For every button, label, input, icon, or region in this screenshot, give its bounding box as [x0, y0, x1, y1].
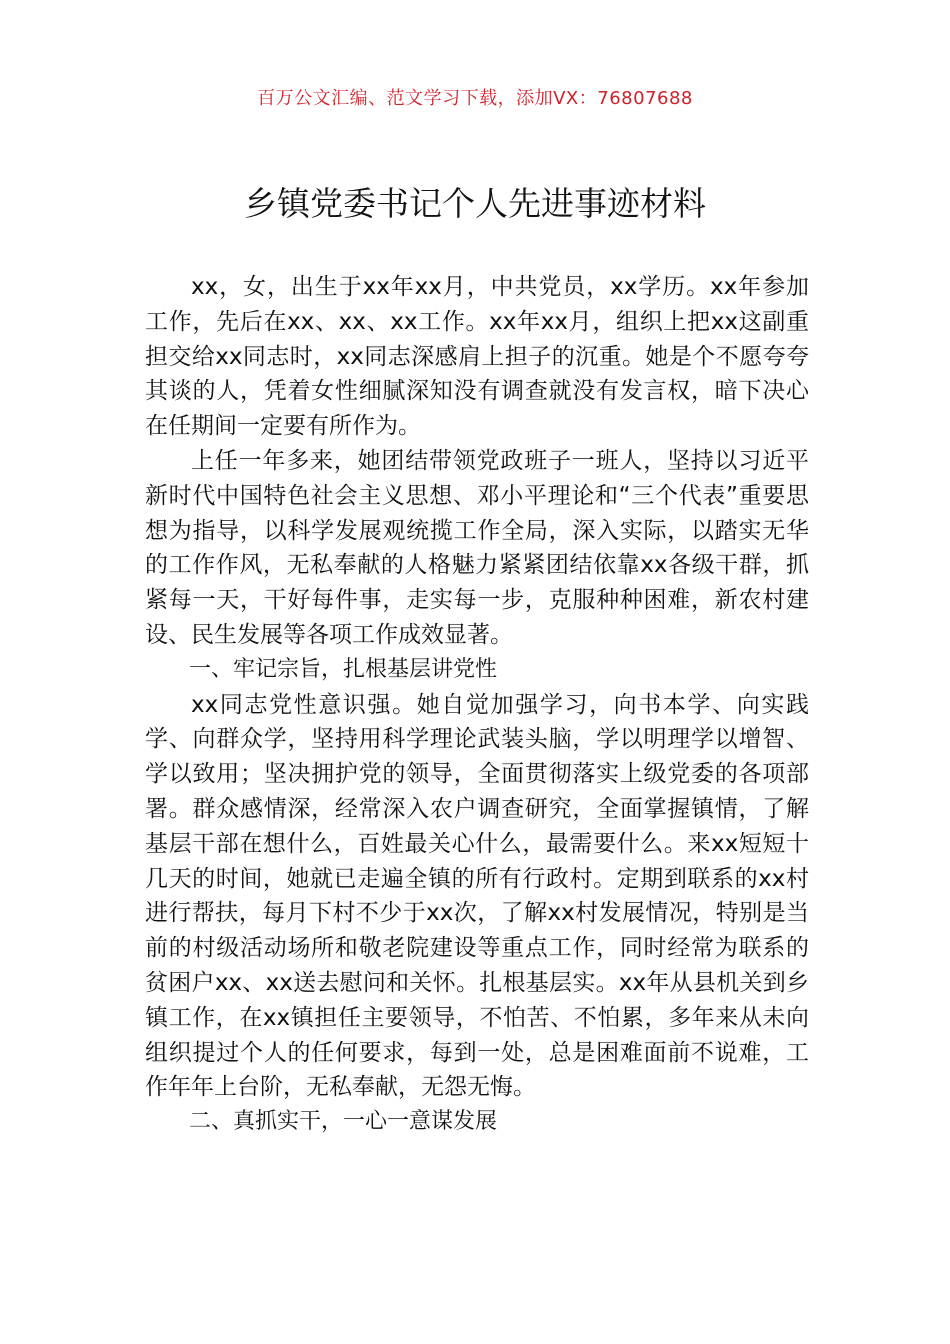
watermark-banner: 百万公文汇编、范文学习下载，添加VX：76807688: [257, 88, 693, 109]
paragraph-intro: xx，女，出生于xx年xx月，中共党员，xx学历。xx年参加工作，先后在xx、xx、xx工作。xx年xx月，组织上把xx这副重担交给xx同志时，xx同志深感肩上担子的沉重。她是个不愿夸夸其谈的人，凭着女性细腻深知没有调查就没有发言权，暗下决心在任期间一定要有所作为。: [145, 274, 809, 440]
paragraph-overview: 上任一年多来，她团结带领党政班子一班人，坚持以习近平新时代中国特色社会主义思想、邓小平理论和“三个代表”重要思想为指导，以科学发展观统揽工作全局，深入实际，以踏实无华的工作作风，无私奉献的人格魅力紧紧团结依靠xx各级干群，抓紧每一天，干好每件事，走实每一步，克服种种困难，新农村建设、民生发展等各项工作成效显著。: [145, 447, 809, 648]
paragraph-section-1: xx同志党性意识强。她自觉加强学习，向书本学、向实践学、向群众学，坚持用科学理论武装头脑，学以明理学以增智、学以致用；坚决拥护党的领导，全面贯彻落实上级党委的各项部署。群众感情深，经常深入农户调查研究，全面掌握镇情，了解基层干部在想什么，百姓最关心什么，最需要什么。来xx短短十几天的时间，她就已走遍全镇的所有行政村。定期到联系的xx村进行帮扶，每月下村不少于xx次，了解xx村发展情况，特别是当前的村级活动场所和敬老院建设等重点工作，同时经常为联系的贫困户xx、xx送去慰问和关怀。扎根基层实。xx年从县机关到乡镇工作，在xx镇担任主要领导，不怕苦、不怕累，多年来从未向组织提过个人的任何要求，每到一处，总是困难面前不说难，工作年年上台阶，无私奉献，无怨无悔。: [145, 691, 809, 1101]
section-heading-1: 一、牢记宗旨，扎根基层讲党性: [189, 656, 498, 682]
section-heading-2: 二、真抓实干，一心一意谋发展: [189, 1109, 498, 1135]
document-title: 乡镇党委书记个人先进事迹材料: [244, 184, 706, 223]
document-body: [145, 270, 809, 1140]
